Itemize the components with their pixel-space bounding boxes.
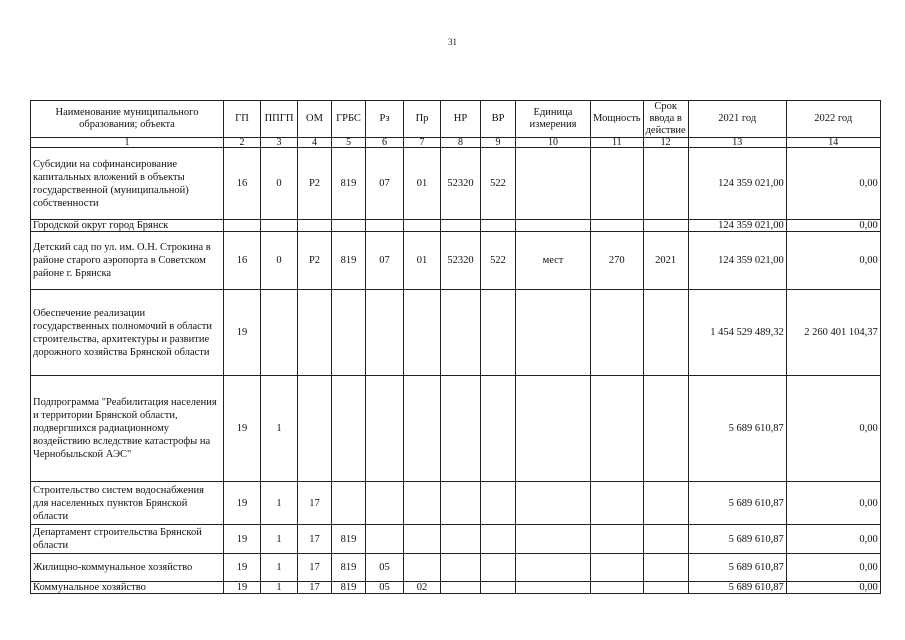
cell-2022: 0,00	[786, 148, 880, 220]
column-number: 12	[643, 138, 688, 148]
cell-deadline	[643, 290, 688, 376]
cell-deadline	[643, 220, 688, 232]
header-deadline: Срок ввода в действие	[643, 101, 688, 138]
header-name: Наименование муниципального образования; объекта	[31, 101, 224, 138]
cell-np	[441, 482, 481, 525]
cell-2022: 0,00	[786, 220, 880, 232]
table-row	[31, 148, 881, 220]
cell-pr: 02	[404, 582, 441, 594]
cell-2021: 124 359 021,00	[688, 220, 786, 232]
header-ppgp: ППГП	[261, 101, 298, 138]
cell-2022: 0,00	[786, 376, 880, 482]
cell-om	[298, 220, 332, 232]
cell-grbs: 819	[332, 148, 366, 220]
cell-deadline: 2021	[643, 232, 688, 290]
cell-pr	[404, 290, 441, 376]
cell-2021: 5 689 610,87	[688, 582, 786, 594]
cell-capacity	[591, 582, 644, 594]
header-2022: 2022 год	[786, 101, 880, 138]
cell-ppgp	[261, 290, 298, 376]
cell-gp: 16	[224, 232, 261, 290]
header-gp: ГП	[224, 101, 261, 138]
cell-capacity: 270	[591, 232, 644, 290]
cell-ppgp: 1	[261, 582, 298, 594]
header-pr: Пр	[404, 101, 441, 138]
header-vr: ВР	[481, 101, 516, 138]
column-number: 4	[298, 138, 332, 148]
cell-vr: 522	[481, 148, 516, 220]
cell-gp	[224, 220, 261, 232]
cell-pr	[404, 376, 441, 482]
cell-grbs: 819	[332, 232, 366, 290]
cell-grbs	[332, 220, 366, 232]
cell-om	[298, 290, 332, 376]
cell-grbs: 819	[332, 525, 366, 554]
cell-rz	[366, 220, 404, 232]
row-name: Детский сад по ул. им. О.Н. Строкина в районе старого аэропорта в Советском районе г. Брянска	[31, 232, 224, 290]
cell-2021: 5 689 610,87	[688, 376, 786, 482]
cell-rz	[366, 482, 404, 525]
cell-2022: 0,00	[786, 482, 880, 525]
cell-ppgp: 1	[261, 482, 298, 525]
cell-ppgp: 0	[261, 148, 298, 220]
cell-unit	[516, 482, 591, 525]
column-number: 6	[366, 138, 404, 148]
column-number: 5	[332, 138, 366, 148]
cell-gp: 19	[224, 376, 261, 482]
cell-om: 17	[298, 482, 332, 525]
table-row	[31, 290, 881, 376]
column-number: 1	[31, 138, 224, 148]
cell-grbs	[332, 376, 366, 482]
cell-gp: 19	[224, 554, 261, 582]
cell-rz: 05	[366, 582, 404, 594]
row-name: Коммунальное хозяйство	[31, 582, 224, 594]
cell-pr	[404, 525, 441, 554]
cell-unit	[516, 148, 591, 220]
cell-2022: 0,00	[786, 525, 880, 554]
cell-vr	[481, 554, 516, 582]
cell-deadline	[643, 482, 688, 525]
header-row	[31, 101, 881, 138]
cell-2022: 2 260 401 104,37	[786, 290, 880, 376]
cell-unit	[516, 220, 591, 232]
cell-2021: 124 359 021,00	[688, 148, 786, 220]
cell-pr	[404, 554, 441, 582]
header-grbs: ГРБС	[332, 101, 366, 138]
cell-ppgp: 1	[261, 554, 298, 582]
cell-ppgp: 0	[261, 232, 298, 290]
header-om: ОМ	[298, 101, 332, 138]
cell-np	[441, 554, 481, 582]
cell-ppgp: 1	[261, 525, 298, 554]
table-row	[31, 525, 881, 554]
cell-om: 17	[298, 554, 332, 582]
cell-unit: мест	[516, 232, 591, 290]
table-row	[31, 582, 881, 594]
cell-capacity	[591, 525, 644, 554]
cell-unit	[516, 582, 591, 594]
cell-gp: 16	[224, 148, 261, 220]
cell-unit	[516, 290, 591, 376]
cell-grbs: 819	[332, 582, 366, 594]
column-number: 7	[404, 138, 441, 148]
table-row	[31, 232, 881, 290]
row-name: Департамент строительства Брянской области	[31, 525, 224, 554]
column-number-row	[31, 138, 881, 148]
cell-pr: 01	[404, 232, 441, 290]
cell-capacity	[591, 554, 644, 582]
cell-np	[441, 376, 481, 482]
row-name: Жилищно-коммунальное хозяйство	[31, 554, 224, 582]
table-row	[31, 482, 881, 525]
cell-gp: 19	[224, 290, 261, 376]
table-row	[31, 554, 881, 582]
row-name: Строительство систем водоснабжения для населенных пунктов Брянской области	[31, 482, 224, 525]
cell-deadline	[643, 376, 688, 482]
cell-ppgp	[261, 220, 298, 232]
cell-vr	[481, 482, 516, 525]
cell-unit	[516, 525, 591, 554]
cell-rz	[366, 290, 404, 376]
cell-2022: 0,00	[786, 232, 880, 290]
column-number: 2	[224, 138, 261, 148]
cell-om: 17	[298, 525, 332, 554]
cell-2021: 124 359 021,00	[688, 232, 786, 290]
cell-ppgp: 1	[261, 376, 298, 482]
cell-rz	[366, 376, 404, 482]
cell-gp: 19	[224, 482, 261, 525]
header-rz: Рз	[366, 101, 404, 138]
cell-pr	[404, 482, 441, 525]
cell-om: Р2	[298, 148, 332, 220]
cell-pr	[404, 220, 441, 232]
cell-vr	[481, 525, 516, 554]
cell-rz: 05	[366, 554, 404, 582]
column-number: 9	[481, 138, 516, 148]
column-number: 13	[688, 138, 786, 148]
cell-om	[298, 376, 332, 482]
cell-vr	[481, 220, 516, 232]
cell-vr: 522	[481, 232, 516, 290]
cell-capacity	[591, 482, 644, 525]
column-number: 11	[591, 138, 644, 148]
row-name: Обеспечение реализации государственных полномочий в области строительства, архитектуры и развитие дорожного хозяйства Брянской области	[31, 290, 224, 376]
header-np: НР	[441, 101, 481, 138]
cell-2021: 1 454 529 489,32	[688, 290, 786, 376]
header-unit: Единица измерения	[516, 101, 591, 138]
table-row	[31, 376, 881, 482]
cell-om: 17	[298, 582, 332, 594]
header-capacity: Мощность	[591, 101, 644, 138]
cell-2022: 0,00	[786, 554, 880, 582]
row-name: Подпрограмма "Реабилитация населения и территории Брянской области, подвергшихся радиационному воздействию вследствие катастрофы на Чернобыльской АЭС"	[31, 376, 224, 482]
cell-deadline	[643, 525, 688, 554]
cell-np	[441, 290, 481, 376]
cell-rz: 07	[366, 232, 404, 290]
cell-capacity	[591, 148, 644, 220]
page-number: 31	[448, 37, 457, 47]
row-name: Городской округ город Брянск	[31, 220, 224, 232]
row-name: Субсидии на софинансирование капитальных вложений в объекты государственной (муниципальной) собственности	[31, 148, 224, 220]
cell-unit	[516, 376, 591, 482]
cell-2021: 5 689 610,87	[688, 554, 786, 582]
column-number: 14	[786, 138, 880, 148]
column-number: 3	[261, 138, 298, 148]
cell-2021: 5 689 610,87	[688, 482, 786, 525]
cell-np: 52320	[441, 232, 481, 290]
cell-vr	[481, 582, 516, 594]
header-2021: 2021 год	[688, 101, 786, 138]
cell-np	[441, 525, 481, 554]
cell-np	[441, 582, 481, 594]
cell-grbs	[332, 290, 366, 376]
cell-deadline	[643, 582, 688, 594]
cell-grbs	[332, 482, 366, 525]
cell-np	[441, 220, 481, 232]
cell-deadline	[643, 554, 688, 582]
table-row	[31, 220, 881, 232]
cell-2022: 0,00	[786, 582, 880, 594]
cell-rz	[366, 525, 404, 554]
cell-gp: 19	[224, 582, 261, 594]
cell-pr: 01	[404, 148, 441, 220]
cell-rz: 07	[366, 148, 404, 220]
cell-2021: 5 689 610,87	[688, 525, 786, 554]
cell-np: 52320	[441, 148, 481, 220]
cell-capacity	[591, 376, 644, 482]
cell-vr	[481, 376, 516, 482]
cell-unit	[516, 554, 591, 582]
cell-om: Р2	[298, 232, 332, 290]
budget-table	[30, 100, 881, 594]
column-number: 10	[516, 138, 591, 148]
cell-grbs: 819	[332, 554, 366, 582]
cell-capacity	[591, 220, 644, 232]
cell-vr	[481, 290, 516, 376]
cell-gp: 19	[224, 525, 261, 554]
column-number: 8	[441, 138, 481, 148]
cell-deadline	[643, 148, 688, 220]
cell-capacity	[591, 290, 644, 376]
